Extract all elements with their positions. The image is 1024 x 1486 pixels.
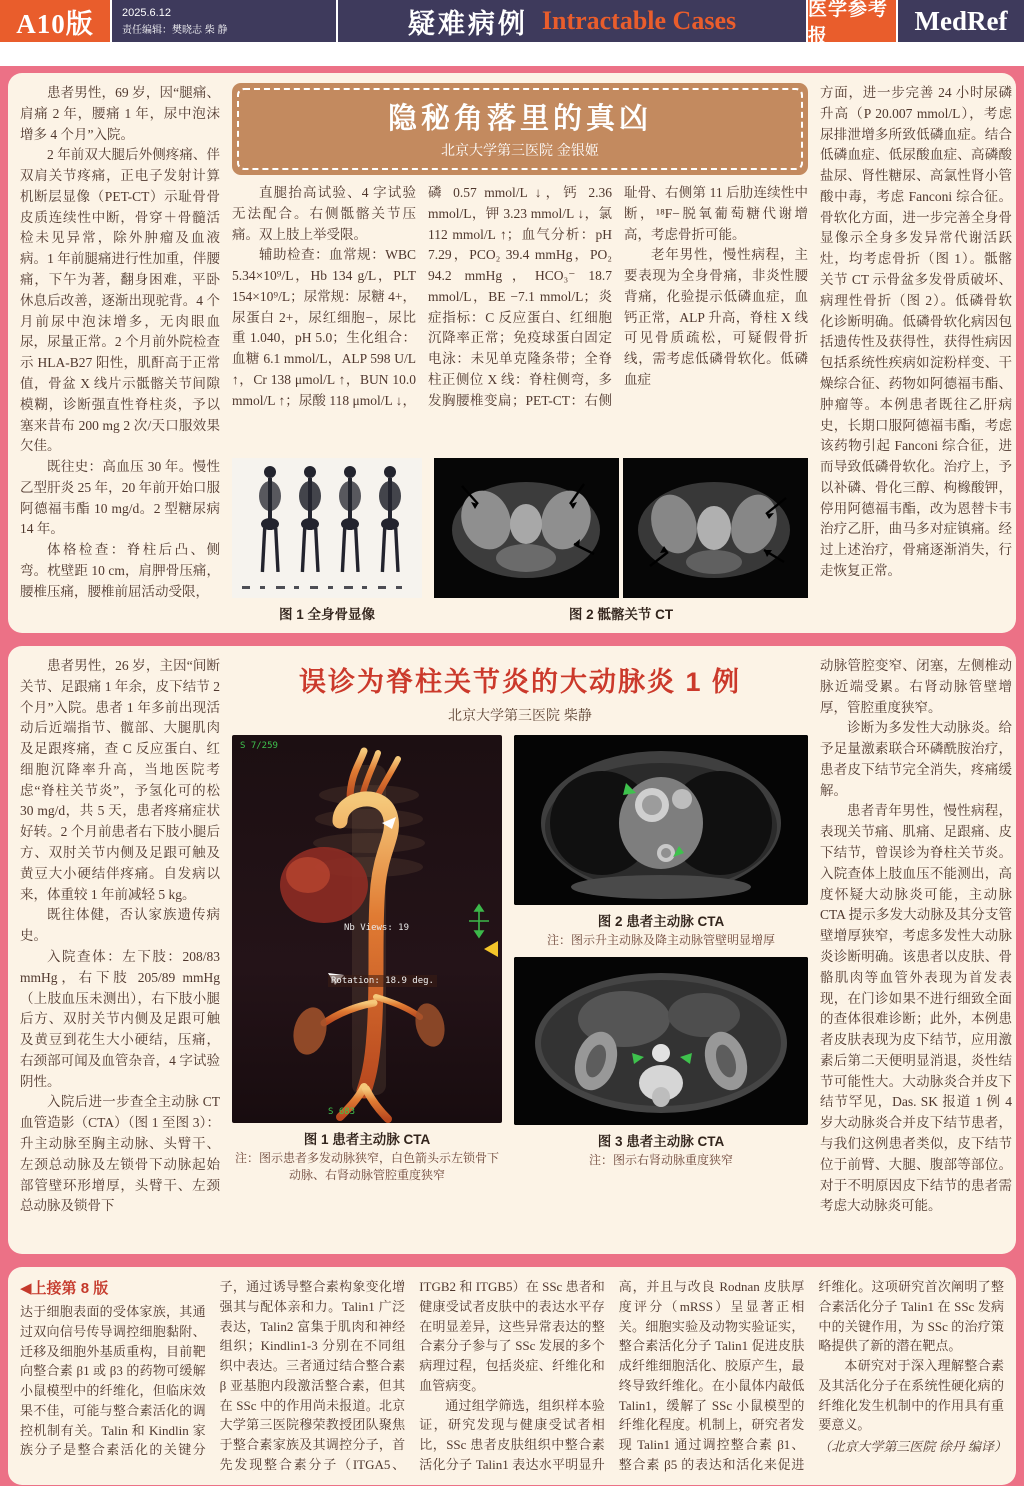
- article1-column1: [20, 83, 220, 623]
- paragraph: 达于细胞表面的受体家族，其通过双向信号传导调控细胞黏附、迁移及细胞外基质重构，目前靶向整合素 β1 或 β3 的药物可缓解小鼠模型中的纤维化，但临床效果不佳，可能与整合素活化的调控机制有关。Talin 和 Kindlin 家族分子是整合素活化的关键分子，通过诱导整合素构象变化增强其与配体亲和力。Talin1 广泛表达，Talin2 富集于肌肉和神经组织；Kindlin1-3 分别在不同组织中表达。三者通过结合整合素 β 亚基胞内段激活整合素，但其在 SSc 中的作用尚未报道。北京大学第三医院穆荣教授团队聚焦于整合素家族及其调控分子，首先发现整合素分子（ITGA5、ITGB2 和 ITGB5）在 SSc 患者和健康受试者皮肤中的表达水平存在明显差异，这些异常表达的整合素分子参与了 SSc 发展的多个病理过程，包括炎症、纤维化和血管病变。: [20, 1279, 605, 1472]
- edition-date: 2025.6.12: [122, 6, 171, 19]
- editor-line: 责任编辑：樊晓志 柴 静: [122, 24, 228, 36]
- article2-right-column: [820, 656, 1012, 1244]
- paragraph: 方面，进一步完善 24 小时尿磷升高（P 20.007 mmol/L），考虑尿排泄增多所致低磷血症。结合低磷血症、低尿酸血症、高磷酸盐尿、肾性糖尿、高氯性肾小管酸中毒，考虑 Fanconi 综合征。骨软化方面，进一步完善全身骨显像示全身多发异常代谢活跃灶，均考虑骨折（图 1）。骶髂关节 CT 示骨盆多发骨质破坏、病理性骨折（图 2）。低磷骨软化诊断明确。低磷骨软化病因包括遗传性及获得性，获得性病因包括系统性疾病如淀粉样变、干燥综合征、药物如阿德福韦酯、肿瘤等。本例患者既往乙肝病史，长期口服阿德福韦酯，考虑该药物引起 Fanconi 综合征，进而导致低磷骨软化。治疗上，予以补磷、骨化三醇、枸橼酸钾，停用阿德福韦酯，改为恩替卡韦治疗乙肝，曲马多对症镇痛。经过上述治疗，骨痛逐渐消失，行走恢复正常。: [820, 85, 1012, 578]
- rotation-label: Rotation: 18.9 deg.: [328, 975, 437, 987]
- section-title: [338, 0, 806, 42]
- chest-ct-image: [514, 735, 808, 905]
- paragraph: 诊断为多发性大动脉炎。给予足量激素联合环磷酰胺治疗，患者皮下结节完全消失，疼痛缓解。: [820, 720, 1012, 798]
- article2-card: [8, 646, 1016, 1254]
- paragraph: 辅助检查：血常规：WBC 5.34×10⁹/L，Hb 134 g/L，PLT 154×10⁹/L；尿常规：尿糖 4+，尿蛋白 2+，尿红细胞−，尿比重 1.040，pH 5.0；生化组合：血糖 6.1 mmol/L，ALP 598 U/L ↑，Cr 138 μmol/L ↑，BUN 10.0 mmol/L ↑；尿酸 118 μmol/L ↓，磷 0.57 mmol/L ↓，钙 2.36 mmol/L，钾 3.23 mmol/L ↓，氯 112 mmol/L ↑；血气分析：pH 7.29，PCO₂ 39.4 mmHg，PO₂ 94.2 mmHg，HCO₃⁻ 18.7 mmol/L，BE −7.1 mmol/L；炎症指标：C 反应蛋白、红细胞沉降率正常；免疫球蛋白固定电泳：未见单克隆条带；全脊柱正侧位 X 线：脊柱侧弯，多发胸腰椎变扁；PET-CT：右侧耻骨、右侧第 11 后肋连续性中断，¹⁸F−脱氧葡萄糖代谢增高，考虑骨折可能。: [232, 185, 808, 408]
- paragraph: 通过组学筛选，组织样本验证，研究发现与健康受试者相比，SSc 患者皮肤组织中整合素活化分子 Talin1 表达水平明显升高，并且与改良 Rodnan 皮肤厚度评分（mRSS）呈显著正相关。细胞实验及动物实验证实，整合素活化分子 Talin1 促进皮肤成纤维细胞活化、胶原产生，最终导致纤维化。在小鼠体内敲低 Talin1，缓解了 SSc 小鼠模型的纤维化程度。机制上，研究者发现 Talin1 通过调控整合素 β1、整合素 β5 的表达和活化来促进纤维化。这项研究首次阐明了整合素活化分子 Talin1 在 SSc 发病中的关键作用，为 SSc 的治疗策略提供了新的潜在靶点。: [419, 1279, 1004, 1472]
- article2-byline: 北京大学第三医院 柴静: [448, 707, 592, 723]
- figure1-bone-scan: [232, 458, 422, 623]
- paragraph: 动脉管腔变窄、闭塞，左侧椎动脉近端受累。右肾动脉管壁增厚，管腔重度狭窄。: [820, 658, 1012, 715]
- article1-title: 隐秘角落里的真凶: [387, 103, 652, 135]
- frame-label: S 7/259: [240, 741, 278, 751]
- continuation-card: [8, 1267, 1016, 1485]
- series-label: S 683: [328, 1107, 356, 1117]
- figure1-caption: 图 1 全身骨显像: [278, 607, 375, 622]
- sacroiliac-ct-image: [434, 458, 808, 598]
- paragraph: 入院后进一步查全主动脉 CT 血管造影（CTA）（图 1 至图 3）：升主动脉至胸主动脉、头臂干、左颈总动脉及左锁骨下动脉起始部管壁环形增厚，头臂干、左颈总动脉及锁骨下: [20, 1094, 220, 1214]
- paragraph: 患者青年男性，慢性病程，表现关节痛、肌痛、足跟痛、皮下结节，曾误诊为脊柱关节炎。入院查体上肢血压不能测出，高度怀疑大动脉炎可能，主动脉 CTA 提示多发大动脉及其分支管壁增厚狭窄，考虑多发性大动脉炎诊断明确。该患者以皮肤、骨骼肌肉等血管外表现为首发表现，在门诊如果不进行细致全面的查体很难诊断；此外，本例患者皮肤表现为皮下结节，应用激素后第二天便明显消退，炎性结节可能性大。大动脉炎合并皮下结节罕见，Das. SK 报道 1 例 4 岁大动脉炎合并皮下结节患者，与我们这例患者类似，皮下结节位于前臂、大腿、腹部等部位。对于不明原因皮下结节的患者需考虑大动脉炎可能。: [820, 803, 1012, 1214]
- cta-3d-image: [232, 735, 502, 1123]
- content-field: [0, 66, 1024, 1486]
- figure1-aorta-cta-3d: [232, 735, 502, 1185]
- figure1-note: 注：图示患者多发动脉狭窄，白色箭头示左锁骨下动脉、右肾动脉管腔重度狭窄: [234, 1151, 499, 1183]
- abdomen-ct-image: [514, 957, 808, 1125]
- paragraph: 直腿抬高试验、4 字试验无法配合。右侧骶髂关节压痛。双上肢上举受限。: [232, 185, 416, 242]
- paragraph: 本研究对于深入理解整合素及其活化分子在系统性硬化病的纤维化发生机制中的作用具有重要意义。: [818, 1358, 1004, 1433]
- article1-card: [8, 73, 1016, 633]
- article1-center-text: [232, 183, 808, 412]
- section-title-en: Intractable Cases: [541, 6, 737, 35]
- brand-badge-cn: 医学参考报: [806, 0, 898, 42]
- figure3-note: 注：图示右肾动脉重度狭窄: [588, 1153, 733, 1168]
- paragraph: 入院查体：左下肢：208/83 mmHg，右下肢 205/89 mmHg（上肢血压未测出），右下肢小腿后方、双肘关节内侧及足跟可触及黄豆到花生大小硬结，压痛，右颈部可闻及血管杂音，4 字试验阴性。: [20, 948, 220, 1089]
- nav-crosshair-icon: [469, 905, 489, 937]
- paragraph: 患者男性，69 岁，因“腿痛、肩痛 2 年，腰痛 1 年，尿中泡沫增多 4 个月”入院。: [20, 85, 220, 142]
- bone-scan-image: [232, 458, 422, 598]
- figure2-chest-cta: [514, 735, 808, 949]
- paragraph: 既往史：高血压 30 年。慢性乙型肝炎 25 年，20 年前开始口服阿德福韦酯 10 mg/d。2 型糖尿病 14 年。: [20, 459, 220, 537]
- yellow-arrow-icon: [484, 941, 498, 957]
- page-number-badge: A10版: [0, 0, 112, 42]
- paragraph: 老年男性，慢性病程，主要表现为全身骨痛，非炎性腰背痛，化验提示低磷血症，血钙正常，ALP 升高，脊柱 X 线可见骨质疏松，可疑假骨折线，需考虑低磷骨软化。低磷血症: [624, 247, 808, 388]
- brand-logo-en: MedRef: [914, 5, 1008, 36]
- article1-byline: 北京大学第三医院 金银姬: [441, 142, 599, 158]
- section-title-cn: 疑难病例: [407, 8, 528, 39]
- figure2-caption: 图 2 患者主动脉 CTA: [597, 914, 725, 929]
- paragraph: 2 年前双大腿后外侧疼痛、伴双肩关节疼痛，正电子发射计算机断层显像（PET-CT）示耻骨骨皮质连续性中断，骨穿＋骨髓活检未见异常，除外肿瘤及血液病。1 年前腿痛进行性加重，伴腰痛，下午为著，翻身困难，平卧休息后改善，逐渐出现驼背。4 个月前尿中泡沫增多，无肉眼血尿，尿量正常。2 个月前外院检查示 HLA-B27 阳性，肌酐高于正常值，骨盆 X 线片示骶髂关节间隙模糊，诊断强直性脊柱炎，予以塞来昔布 200 mg 2 次/天口服效果欠佳。: [20, 147, 220, 454]
- figure2-note: 注：图示升主动脉及降主动脉管壁明显增厚: [546, 933, 775, 947]
- article2-center: [232, 656, 808, 1244]
- article1-center: [232, 83, 808, 623]
- figure3-abdomen-cta: [514, 957, 808, 1169]
- figure2-sacroiliac-ct: [434, 458, 808, 623]
- views-label: Nb Views: 19: [344, 923, 410, 933]
- figure1-caption: 图 1 患者主动脉 CTA: [303, 1132, 431, 1147]
- article2-left-column: [20, 656, 220, 1244]
- article1-title-box: [232, 83, 808, 175]
- article2-title: 误诊为脊柱关节炎的大动脉炎 1 例: [298, 667, 742, 697]
- continued-from-label: ◀上接第 8 版: [20, 1280, 109, 1297]
- paragraph: 既往体健，否认家族遗传病史。: [20, 907, 220, 944]
- translator-credit: （北京大学第三医院 徐丹 编译）: [818, 1439, 1007, 1454]
- edition-info: [112, 0, 338, 42]
- paragraph: 患者男性，26 岁，主因“间断关节、足跟痛 1 年余，皮下结节 2 个月”入院。患者 1 年多前出现活动后近端指节、髋部、大腿肌肉及足跟疼痛，查 C 反应蛋白、红细胞沉降率升高，当地医院考虑“脊柱关节炎”，予氢化可的松 30 mg/d，共 5 天，患者疼痛症状好转。2 个月前患者右下肢小腿后方、双肘关节内侧及足跟可触及黄豆大小硬结伴疼痛。自发病以来，体重较 1 年前减轻 5 kg。: [20, 658, 220, 902]
- continuation-text: [20, 1277, 1007, 1475]
- paragraph: 体格检查：脊柱后凸、侧弯。枕壁距 10 cm，肩胛骨压痛，腰椎压痛，腰椎前屈活动受限，: [20, 542, 220, 599]
- figure3-caption: 图 3 患者主动脉 CTA: [597, 1134, 725, 1150]
- article1-figures: [232, 458, 808, 623]
- masthead: [0, 0, 1024, 47]
- article1-column5: [820, 83, 1012, 623]
- figure2-caption: 图 2 骶髂关节 CT: [568, 607, 674, 622]
